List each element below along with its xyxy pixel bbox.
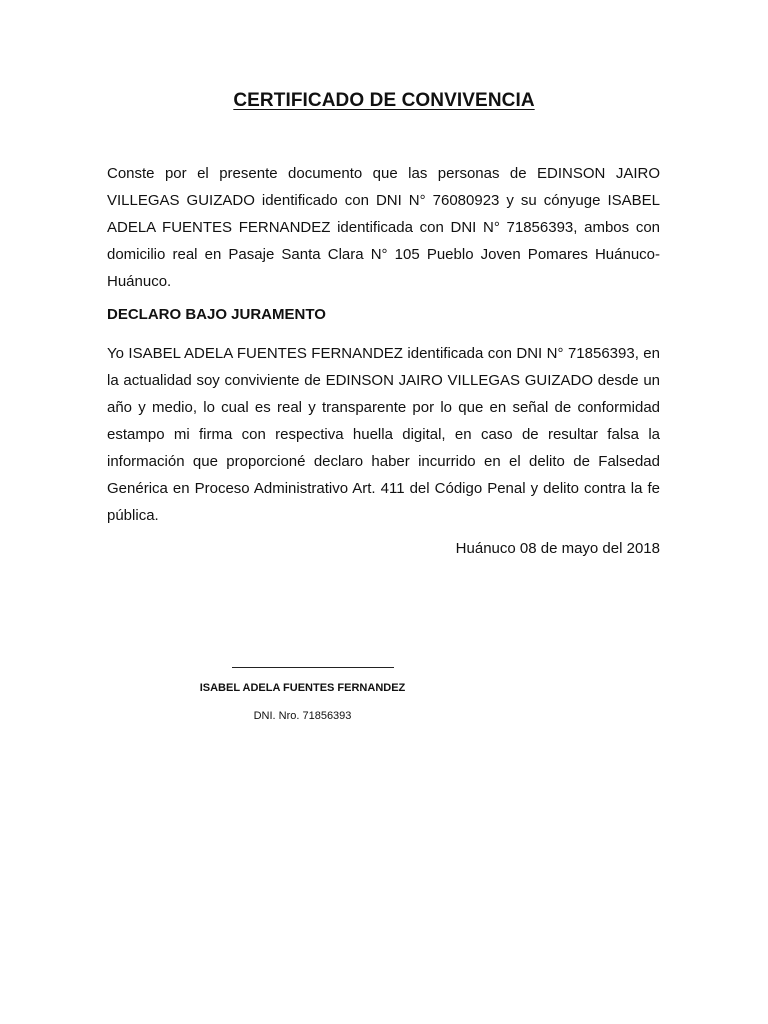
- signatory-dni: DNI. Nro. 71856393: [253, 710, 352, 722]
- signature-line: [232, 667, 394, 668]
- declaration-heading: DECLARO BAJO JURAMENTO: [107, 306, 326, 323]
- declaration-paragraph: Yo ISABEL ADELA FUENTES FERNANDEZ identificada con DNI N° 71856393, en la actualidad soy conviviente de EDINSON JAIRO VILLEGAS GUIZADO desde un año y medio, lo cual es real y transparente por lo que en señal de conformidad estampo mi firma con respectiva huella digital, en caso de resultar falsa la información que proporcioné declaro haber incurrido en el delito de Falsedad Genérica en Proceso Administrativo Art. 411 del Código Penal y delito contra la fe pública.: [107, 345, 660, 524]
- date-line: Huánuco 08 de mayo del 2018: [455, 540, 660, 557]
- signatory-name: ISABEL ADELA FUENTES FERNANDEZ: [199, 682, 406, 694]
- document-title: CERTIFICADO DE CONVIVENCIA: [233, 90, 535, 111]
- intro-paragraph: Conste por el presente documento que las personas de EDINSON JAIRO VILLEGAS GUIZADO identificado con DNI N° 76080923 y su cónyuge ISABEL ADELA FUENTES FERNANDEZ identificada con DNI N° 71856393, ambos con domicilio real en Pasaje Santa Clara N° 105 Pueblo Joven Pomares Huánuco-Huánuco.: [107, 165, 660, 290]
